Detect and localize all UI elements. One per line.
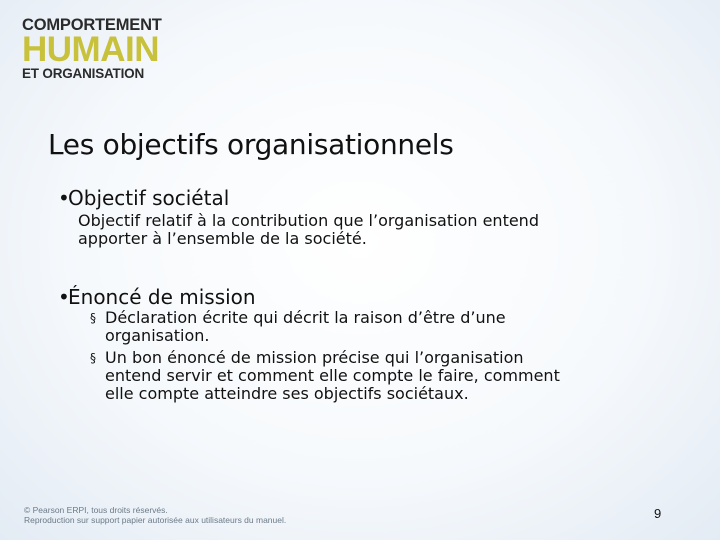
publisher-logo xyxy=(22,16,172,82)
sub-bullet-line: elle compte atteindre ses objectifs sociétaux. xyxy=(105,384,469,403)
bullet-objectif-societal xyxy=(58,186,678,210)
sub-bullet-marker: § xyxy=(90,311,96,325)
page-number: 9 xyxy=(654,506,662,521)
slide-content xyxy=(58,186,678,403)
sub-bullet-bon-enonce xyxy=(90,349,670,403)
logo-line-humain: HUMAIN xyxy=(22,30,159,69)
sub-bullet-marker: § xyxy=(90,351,96,365)
description-line: apporter à l’ensemble de la société. xyxy=(78,229,367,248)
copyright-line: © Pearson ERPI, tous droits réservés. xyxy=(24,505,168,515)
logo-line-comportement: COMPORTEMENT xyxy=(22,16,162,34)
bullet-dot: • xyxy=(58,186,70,210)
description-line: Objectif relatif à la contribution que l’organisation entend xyxy=(78,211,539,230)
sub-bullet-line: entend servir et comment elle compte le faire, comment xyxy=(105,366,560,385)
copyright-footer xyxy=(24,505,286,525)
sub-bullet-line: Un bon énoncé de mission précise qui l’organisation xyxy=(105,348,524,367)
sub-bullet-line: organisation. xyxy=(105,326,210,345)
sub-bullet-line: Déclaration écrite qui décrit la raison d’être d’une xyxy=(105,308,506,327)
bullet-heading: Énoncé de mission xyxy=(68,285,256,309)
sub-bullet-declaration xyxy=(90,309,670,345)
copyright-line: Reproduction sur support papier autorisée aux utilisateurs du manuel. xyxy=(24,515,287,525)
bullet-heading: Objectif sociétal xyxy=(68,186,230,210)
logo-line-et-organisation: ET ORGANISATION xyxy=(22,66,145,81)
bullet-enonce-de-mission xyxy=(58,285,678,309)
bullet-dot: • xyxy=(58,285,70,309)
slide-title: Les objectifs organisationnels xyxy=(48,128,454,161)
objectif-societal-description xyxy=(78,212,678,248)
